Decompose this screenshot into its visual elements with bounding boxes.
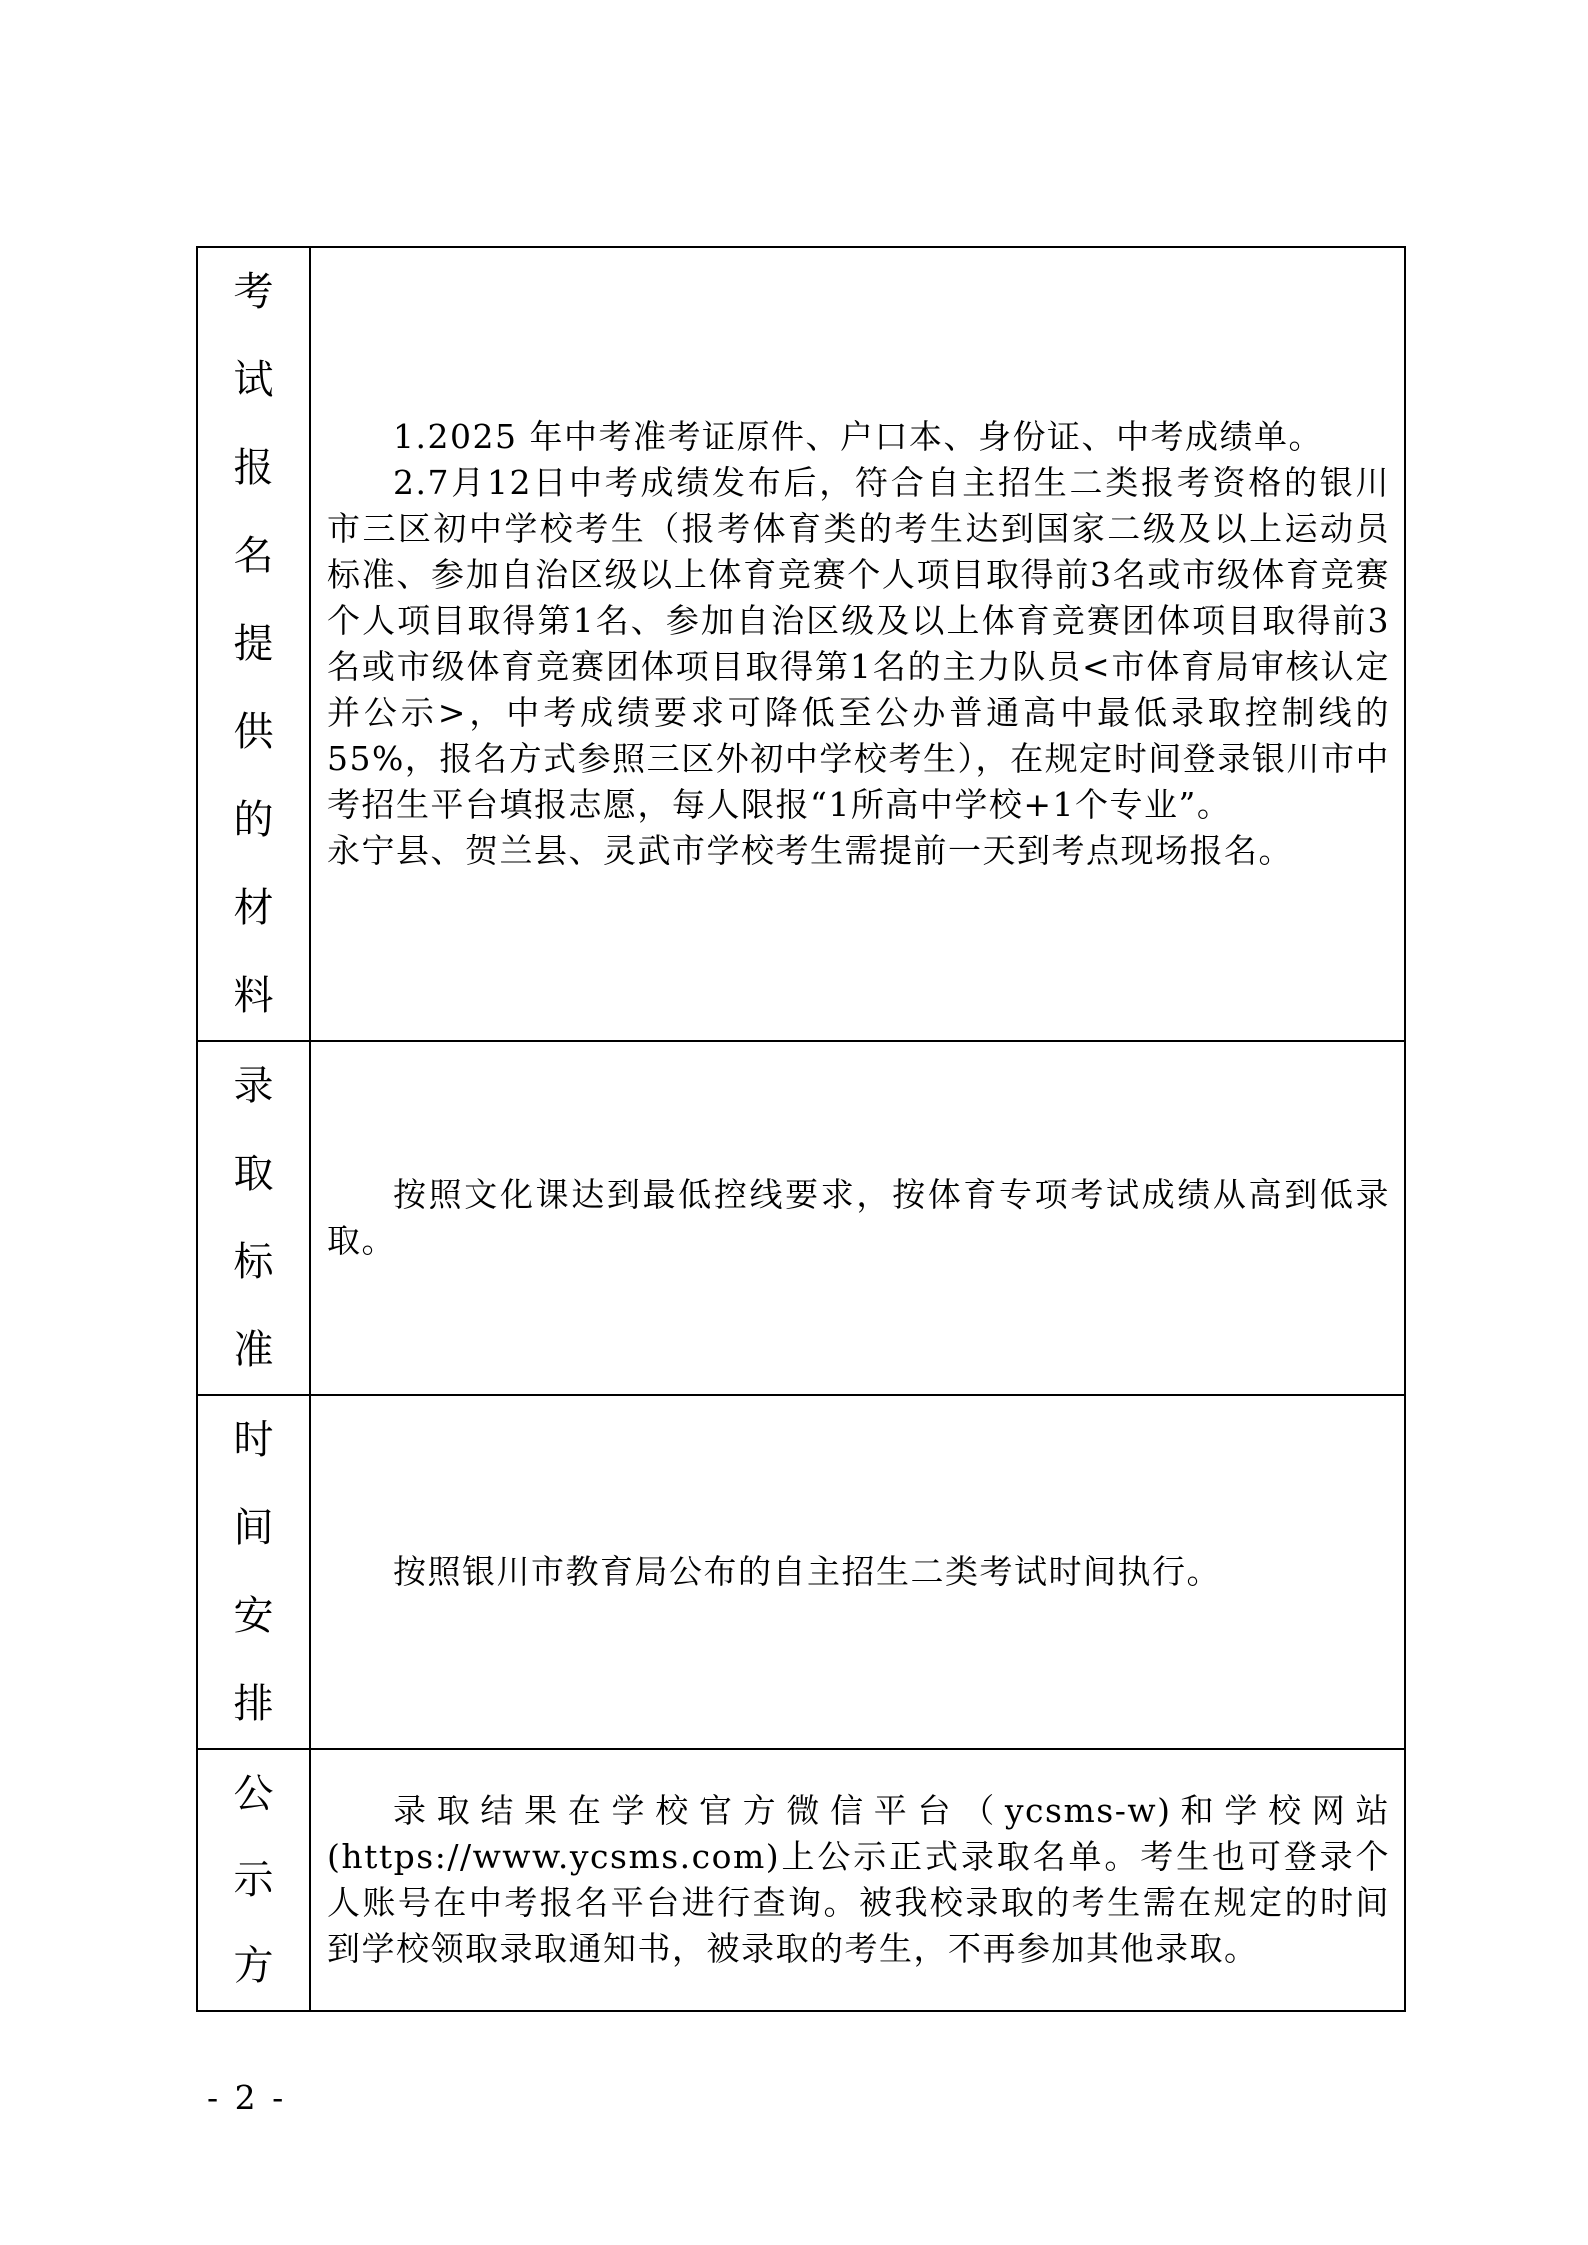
page-number: - 2 - (207, 2078, 287, 2117)
row-content-admission-standard (310, 1041, 1405, 1395)
paragraph: 2.7月12日中考成绩发布后，符合自主招生二类报考资格的银川市三区初中学校考生（报考体育类的考生达到国家二级及以上运动员标准、参加自治区级以上体育竞赛个人项目取得前3名或市级体育竞赛个人项目取得第1名、参加自治区级及以上体育竞赛团体项目取得前3名或市级体育竞赛团体项目取得第1名的主力队员<市体育局审核认定并公示>，中考成绩要求可降低至公办普通高中最低录取控制线的55%，报名方式参照三区外初中学校考生），在规定时间登录银川市中考招生平台填报志愿，每人限报“1所高中学校+1个专业”。 (327, 463, 1390, 824)
paragraph: 按照文化课达到最低控线要求，按体育专项考试成绩从高到低录取。 (327, 1175, 1390, 1260)
row-label-admission-standard (197, 1041, 310, 1395)
label-char: 公 (233, 1771, 274, 1817)
label-char: 考 (233, 269, 274, 315)
paragraph: 永宁县、贺兰县、灵武市学校考生需提前一天到考点现场报名。 (327, 831, 1293, 870)
table-row-admission-standard (197, 1041, 1405, 1395)
label-char: 间 (233, 1505, 274, 1551)
document-table (196, 246, 1406, 2012)
label-char: 标 (233, 1239, 274, 1285)
row-label-schedule (197, 1395, 310, 1749)
label-char: 材 (233, 885, 274, 931)
label-char: 安 (233, 1593, 274, 1639)
label-char: 录 (233, 1063, 274, 1109)
paragraph: 录取结果在学校官方微信平台（ycsms-w)和学校网站(https://www.ycsms.com)上公示正式录取名单。考生也可登录个人账号在中考报名平台进行查询。被我校录取的考生需在规定的时间到学校领取录取通知书，被录取的考生，不再参加其他录取。 (327, 1791, 1390, 1968)
row-content-publication (310, 1749, 1405, 2011)
label-char: 试 (233, 357, 274, 403)
paragraph: 1.2025 年中考准考证原件、户口本、身份证、中考成绩单。 (393, 417, 1323, 456)
label-char: 示 (233, 1857, 274, 1903)
paragraph: 按照银川市教育局公布的自主招生二类考试时间执行。 (393, 1552, 1221, 1591)
label-char: 时 (233, 1417, 274, 1463)
row-content-materials (310, 247, 1405, 1041)
row-label-publication (197, 1749, 310, 2011)
table-row-materials (197, 247, 1405, 1041)
label-char: 方 (233, 1943, 274, 1989)
row-label-materials (197, 247, 310, 1041)
label-char: 的 (233, 797, 274, 843)
label-char: 排 (233, 1681, 274, 1727)
table-row-schedule (197, 1395, 1405, 1749)
row-content-schedule (310, 1395, 1405, 1749)
label-char: 供 (233, 709, 274, 755)
label-char: 取 (233, 1151, 274, 1197)
table-row-publication (197, 1749, 1405, 2011)
label-char: 报 (233, 445, 274, 491)
label-char: 料 (233, 973, 274, 1019)
label-char: 准 (233, 1327, 274, 1373)
label-char: 提 (233, 621, 274, 667)
label-char: 名 (233, 533, 274, 579)
